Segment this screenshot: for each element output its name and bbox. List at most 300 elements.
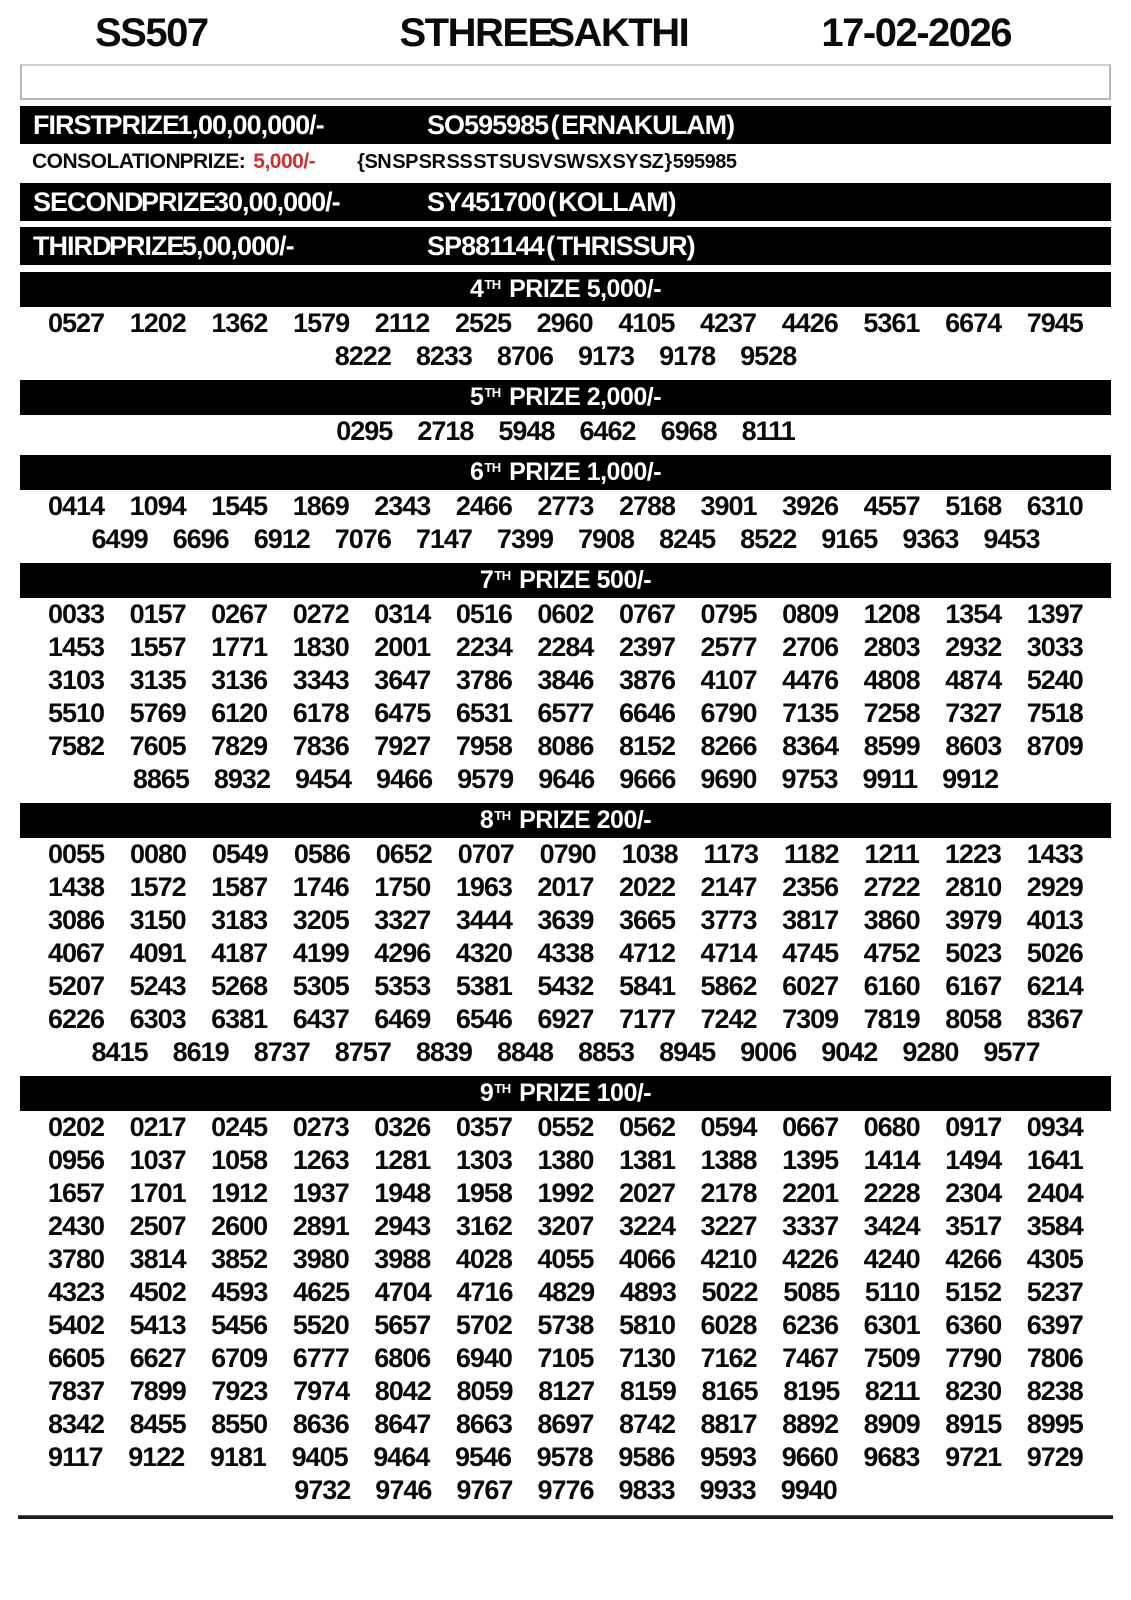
prize-section-6th-prize: [0, 455, 1131, 556]
ticket-number: 1381: [618, 1145, 676, 1175]
ticket-number: 0652: [375, 839, 432, 869]
ticket-number: 4066: [618, 1244, 676, 1274]
ticket-number: 6214: [1026, 971, 1083, 1001]
ticket-number: 8995: [1026, 1409, 1083, 1439]
bottom-divider: [18, 1515, 1113, 1519]
number-row: [20, 1144, 1111, 1177]
ticket-number: 7958: [455, 731, 512, 761]
ticket-number: 3639: [537, 905, 594, 935]
ticket-number: 1433: [1026, 839, 1083, 869]
ticket-number: 3817: [782, 905, 839, 935]
ticket-number: 5152: [945, 1277, 1002, 1307]
ticket-number: 2929: [1026, 872, 1083, 902]
ticket-number: 2430: [48, 1211, 105, 1241]
ticket-number: 2228: [863, 1178, 920, 1208]
ticket-number: 5948: [498, 416, 555, 446]
ticket-number: 7130: [618, 1343, 676, 1373]
ticket-number: 6777: [292, 1343, 349, 1373]
ticket-number: 9940: [780, 1475, 837, 1505]
ticket-number: 9453: [983, 524, 1040, 554]
number-row: [20, 631, 1111, 664]
ticket-number: 1438: [48, 872, 105, 902]
ticket-number: 5268: [211, 971, 268, 1001]
ticket-number: 9833: [618, 1475, 675, 1505]
ticket-number: 2234: [455, 632, 512, 662]
ticket-number: 9660: [781, 1442, 838, 1472]
ticket-number: 8367: [1026, 1004, 1083, 1034]
first-prize-bar: [20, 106, 1111, 144]
ticket-number: 9577: [983, 1037, 1040, 1067]
ticket-number: 6605: [48, 1343, 105, 1373]
third-prize-label: THIRD PRIZE 5,00,000/-: [33, 230, 294, 261]
ticket-number: 2178: [700, 1178, 757, 1208]
draw-code: SS507: [95, 11, 208, 55]
empty-input-box[interactable]: [20, 64, 1111, 100]
ticket-number: 7518: [1026, 698, 1083, 728]
number-row: [20, 415, 1111, 448]
ticket-number: 0217: [129, 1112, 186, 1142]
ticket-number: 1771: [211, 632, 268, 662]
ticket-number: 8266: [700, 731, 757, 761]
ticket-number: 5810: [618, 1310, 676, 1340]
ticket-number: 6806: [374, 1343, 431, 1373]
third-prize-winner: SP881144 ( THRISSUR): [427, 230, 695, 261]
ticket-number: 0157: [129, 599, 186, 629]
ticket-number: 8848: [496, 1037, 553, 1067]
ticket-number: 9683: [863, 1442, 920, 1472]
ticket-number: 2404: [1026, 1178, 1083, 1208]
second-prize-winner: SY451700 ( KOLLAM): [427, 186, 676, 217]
number-row: [20, 1036, 1111, 1069]
ticket-number: 2891: [292, 1211, 349, 1241]
ticket-number: 2706: [782, 632, 839, 662]
ticket-number: 4199: [292, 938, 349, 968]
ticket-number: 7829: [211, 731, 268, 761]
ticket-number: 8909: [863, 1409, 920, 1439]
ticket-number: 5702: [455, 1310, 512, 1340]
ticket-number: 9117: [48, 1442, 103, 1472]
ticket-number: 1545: [211, 491, 268, 521]
prize-section-5th-prize: [0, 380, 1131, 448]
number-row: [20, 904, 1111, 937]
ticket-number: 8042: [374, 1376, 431, 1406]
number-row: [20, 1408, 1111, 1441]
ticket-number: 3846: [537, 665, 594, 695]
ticket-number: 3337: [782, 1211, 839, 1241]
ticket-number: 1058: [211, 1145, 268, 1175]
ticket-number: 9767: [456, 1475, 513, 1505]
ticket-number: 6912: [253, 524, 310, 554]
ticket-number: 1657: [48, 1178, 105, 1208]
ticket-number: 8647: [374, 1409, 431, 1439]
ticket-number: 9912: [942, 764, 999, 794]
ticket-number: 3033: [1026, 632, 1083, 662]
ticket-number: 5381: [455, 971, 512, 1001]
ticket-number: 0414: [48, 491, 105, 521]
ticket-number: 8086: [537, 731, 594, 761]
ticket-number: 2577: [700, 632, 757, 662]
ticket-number: 8238: [1026, 1376, 1083, 1406]
ticket-number: 8211: [864, 1376, 920, 1406]
ticket-number: 9173: [578, 341, 635, 371]
ticket-number: 7582: [48, 731, 105, 761]
section-header-5th-prize: 5 $^{TH}$ PRIZE 2,000/-: [20, 380, 1111, 415]
ticket-number: 8364: [782, 731, 839, 761]
ticket-number: 0033: [48, 599, 105, 629]
ticket-number: 1202: [129, 308, 186, 338]
lottery-name: STHREE SAKTHI: [399, 11, 689, 55]
ticket-number: 6437: [292, 1004, 349, 1034]
ticket-number: 4296: [374, 938, 431, 968]
number-row: [20, 1309, 1111, 1342]
ticket-number: 2600: [211, 1211, 268, 1241]
ticket-number: 8742: [618, 1409, 676, 1439]
ticket-number: 0273: [292, 1112, 349, 1142]
ticket-number: 3183: [211, 905, 268, 935]
ticket-number: 8195: [783, 1376, 840, 1406]
ticket-number: 3136: [211, 665, 268, 695]
ticket-number: 2112: [374, 308, 430, 338]
ticket-number: 0667: [782, 1112, 839, 1142]
ticket-number: 3814: [129, 1244, 186, 1274]
number-row: [20, 1342, 1111, 1375]
ticket-number: 5402: [48, 1310, 105, 1340]
ticket-number: 4704: [374, 1277, 431, 1307]
ticket-number: 3901: [700, 491, 757, 521]
ticket-number: 4055: [537, 1244, 594, 1274]
number-row: [20, 1474, 1111, 1507]
ticket-number: 0080: [129, 839, 187, 869]
ticket-number: 6577: [537, 698, 594, 728]
ticket-number: 5841: [618, 971, 676, 1001]
ticket-number: 0357: [455, 1112, 512, 1142]
ticket-number: 3227: [700, 1211, 757, 1241]
second-prize-label: SECOND PRIZE 30,00,000/-: [33, 186, 340, 217]
ticket-number: 6301: [863, 1310, 920, 1340]
ticket-number: 0809: [782, 599, 839, 629]
ticket-number: 1750: [374, 872, 431, 902]
ticket-number: 3852: [211, 1244, 268, 1274]
ticket-number: 0956: [48, 1145, 105, 1175]
ticket-number: 4013: [1026, 905, 1083, 935]
ticket-number: 2803: [863, 632, 920, 662]
ticket-number: 2001: [374, 632, 431, 662]
ticket-number: 1587: [211, 872, 268, 902]
ticket-number: 8455: [129, 1409, 186, 1439]
ticket-number: 3205: [292, 905, 349, 935]
ticket-number: 8853: [578, 1037, 635, 1067]
ticket-number: 9466: [376, 764, 433, 794]
ticket-number: 5353: [374, 971, 431, 1001]
ticket-number: 8892: [782, 1409, 839, 1439]
ticket-number: 4067: [48, 938, 105, 968]
ticket-number: 6627: [129, 1343, 186, 1373]
ticket-number: 0245: [211, 1112, 268, 1142]
ticket-number: 1912: [211, 1178, 268, 1208]
ticket-number: 3162: [455, 1211, 512, 1241]
number-row: [20, 1210, 1111, 1243]
ticket-number: 3665: [618, 905, 676, 935]
ticket-number: 8415: [91, 1037, 148, 1067]
ticket-number: 7899: [129, 1376, 186, 1406]
ticket-number: 6709: [211, 1343, 268, 1373]
ticket-number: 2507: [129, 1211, 186, 1241]
ticket-number: 6475: [374, 698, 431, 728]
ticket-number: 9646: [538, 764, 595, 794]
ticket-number: 7927: [374, 731, 431, 761]
ticket-number: 9593: [700, 1442, 757, 1472]
prize-section-8th-prize: [0, 803, 1131, 1069]
ticket-number: 9666: [619, 764, 676, 794]
ticket-number: 4893: [619, 1277, 676, 1307]
ticket-number: 2027: [618, 1178, 676, 1208]
ticket-number: 4426: [781, 308, 838, 338]
ticket-number: 1281: [374, 1145, 431, 1175]
ticket-number: 9546: [454, 1442, 512, 1472]
ticket-number: 4752: [863, 938, 920, 968]
ticket-number: 8915: [945, 1409, 1002, 1439]
ticket-number: 9578: [536, 1442, 593, 1472]
ticket-number: 8619: [172, 1037, 229, 1067]
ticket-number: 1641: [1026, 1145, 1083, 1175]
ticket-number: 9454: [294, 764, 352, 794]
ticket-number: 8059: [456, 1376, 513, 1406]
ticket-number: 1557: [129, 632, 186, 662]
ticket-number: 6360: [945, 1310, 1002, 1340]
ticket-number: 9528: [740, 341, 797, 371]
number-row: [20, 490, 1111, 523]
ticket-number: 4305: [1026, 1244, 1083, 1274]
ticket-number: 7242: [700, 1004, 757, 1034]
number-row: [20, 598, 1111, 631]
ticket-number: 3979: [945, 905, 1002, 935]
ticket-number: 1937: [292, 1178, 349, 1208]
consolation-series: {SN SP SR SS ST SU SV SW SX SY SZ } 595985: [357, 150, 737, 173]
ticket-number: 7147: [415, 524, 472, 554]
ticket-number: 2304: [945, 1178, 1002, 1208]
number-row: [20, 664, 1111, 697]
ticket-number: 6397: [1026, 1310, 1083, 1340]
prize-sections: [0, 272, 1131, 1507]
number-row: [20, 340, 1111, 373]
ticket-number: 2788: [618, 491, 676, 521]
ticket-number: 1037: [129, 1145, 186, 1175]
ticket-number: 8697: [537, 1409, 594, 1439]
prize-section-9th-prize: [0, 1076, 1131, 1507]
ticket-number: 9586: [618, 1442, 675, 1472]
ticket-number: 7819: [863, 1004, 920, 1034]
ticket-number: 5862: [700, 971, 757, 1001]
ticket-number: 7605: [129, 731, 186, 761]
ticket-number: 8152: [618, 731, 676, 761]
ticket-number: 7177: [618, 1004, 676, 1034]
ticket-number: 1303: [455, 1145, 512, 1175]
ticket-number: 9464: [373, 1442, 430, 1472]
ticket-number: 7790: [945, 1343, 1002, 1373]
ticket-number: 5085: [783, 1277, 840, 1307]
ticket-number: 8757: [334, 1037, 391, 1067]
ticket-number: 1182: [783, 839, 839, 869]
ticket-number: 1173: [703, 839, 759, 869]
ticket-number: 7399: [496, 524, 553, 554]
ticket-number: 5432: [537, 971, 594, 1001]
ticket-number: 2466: [455, 491, 512, 521]
ticket-number: 8599: [863, 731, 920, 761]
third-prize-bar: [20, 227, 1111, 265]
ticket-number: 4107: [700, 665, 757, 695]
ticket-number: 0314: [374, 599, 431, 629]
ticket-number: 3207: [537, 1211, 594, 1241]
ticket-number: 1869: [292, 491, 349, 521]
prize-section-4th-prize: [0, 272, 1131, 373]
ticket-number: 0267: [211, 599, 268, 629]
ticket-number: 4829: [538, 1277, 595, 1307]
ticket-number: 7908: [578, 524, 635, 554]
consolation-row: [20, 147, 1111, 177]
ticket-number: 6646: [618, 698, 676, 728]
consolation-amount: 5,000/-: [253, 150, 316, 173]
ticket-number: 9280: [902, 1037, 959, 1067]
ticket-number: 7258: [863, 698, 920, 728]
number-row: [20, 1441, 1111, 1474]
ticket-number: 0326: [374, 1112, 431, 1142]
number-row: [20, 307, 1111, 340]
ticket-number: 4226: [782, 1244, 839, 1274]
ticket-number: 1094: [129, 491, 186, 521]
ticket-number: 4476: [782, 665, 839, 695]
ticket-number: 3135: [129, 665, 186, 695]
ticket-number: 2773: [537, 491, 594, 521]
ticket-number: 3876: [618, 665, 676, 695]
ticket-number: 2284: [537, 632, 594, 662]
ticket-number: 4625: [293, 1277, 350, 1307]
ticket-number: 8522: [740, 524, 797, 554]
ticket-number: 8817: [700, 1409, 757, 1439]
ticket-number: 6310: [1026, 491, 1083, 521]
ticket-number: 8709: [1026, 731, 1083, 761]
section-header-9th-prize: 9 $^{TH}$ PRIZE 100/-: [20, 1076, 1111, 1111]
ticket-number: 6696: [172, 524, 229, 554]
ticket-number: 3786: [455, 665, 512, 695]
ticket-number: 6968: [660, 416, 717, 446]
ticket-number: 1211: [864, 839, 919, 869]
section-header-4th-prize: 4 $^{TH}$ PRIZE 5,000/-: [20, 272, 1111, 307]
ticket-number: 6927: [537, 1004, 594, 1034]
ticket-number: 6178: [292, 698, 349, 728]
ticket-number: 5237: [1026, 1277, 1083, 1307]
ticket-number: 0602: [537, 599, 594, 629]
ticket-number: 8945: [659, 1037, 716, 1067]
ticket-number: 9178: [659, 341, 716, 371]
ticket-number: 9006: [740, 1037, 797, 1067]
section-header-8th-prize: 8 $^{TH}$ PRIZE 200/-: [20, 803, 1111, 838]
ticket-number: 3327: [374, 905, 431, 935]
ticket-number: 7327: [945, 698, 1002, 728]
ticket-number: 2722: [863, 872, 920, 902]
ticket-number: 1963: [455, 872, 512, 902]
ticket-number: 5413: [129, 1310, 186, 1340]
ticket-number: 9042: [821, 1037, 878, 1067]
ticket-number: 1992: [537, 1178, 594, 1208]
ticket-number: 5738: [537, 1310, 594, 1340]
ticket-number: 0790: [539, 839, 596, 869]
ticket-number: 3517: [945, 1211, 1002, 1241]
ticket-number: 9776: [537, 1475, 594, 1505]
ticket-number: 3103: [48, 665, 105, 695]
second-prize-bar: [20, 183, 1111, 221]
ticket-number: 4187: [211, 938, 268, 968]
ticket-number: 1494: [945, 1145, 1002, 1175]
ticket-number: 7945: [1026, 308, 1083, 338]
ticket-number: 2932: [945, 632, 1002, 662]
ticket-number: 7309: [782, 1004, 839, 1034]
ticket-number: 8222: [334, 341, 391, 371]
ticket-number: 0586: [293, 839, 350, 869]
ticket-number: 9732: [294, 1475, 351, 1505]
ticket-number: 9405: [291, 1442, 348, 1472]
ticket-number: 6160: [863, 971, 920, 1001]
ticket-number: 1038: [621, 839, 678, 869]
ticket-number: 8663: [455, 1409, 512, 1439]
number-row: [20, 523, 1111, 556]
number-row: [20, 1375, 1111, 1408]
ticket-number: 8550: [211, 1409, 268, 1439]
ticket-number: 6790: [700, 698, 757, 728]
ticket-number: 4237: [700, 308, 757, 338]
ticket-number: 2343: [374, 491, 431, 521]
ticket-number: 8737: [253, 1037, 310, 1067]
ticket-number: 3926: [782, 491, 839, 521]
ticket-number: 8230: [945, 1376, 1002, 1406]
ticket-number: 0795: [700, 599, 757, 629]
ticket-number: 1414: [863, 1145, 920, 1175]
ticket-number: 1701: [129, 1178, 186, 1208]
ticket-number: 6167: [945, 971, 1002, 1001]
ticket-number: 2810: [945, 872, 1002, 902]
ticket-number: 3444: [455, 905, 512, 935]
ticket-number: 8245: [659, 524, 716, 554]
ticket-number: 3424: [863, 1211, 920, 1241]
ticket-number: 8233: [415, 341, 472, 371]
ticket-number: 4338: [537, 938, 594, 968]
ticket-number: 5023: [945, 938, 1002, 968]
ticket-number: 5110: [864, 1277, 920, 1307]
ticket-number: 1579: [293, 308, 350, 338]
ticket-number: 9690: [700, 764, 757, 794]
ticket-number: 4323: [48, 1277, 105, 1307]
ticket-number: 5456: [211, 1310, 268, 1340]
ticket-number: 5243: [129, 971, 186, 1001]
ticket-number: 2943: [374, 1211, 431, 1241]
number-row: [20, 1111, 1111, 1144]
ticket-number: 9181: [209, 1442, 266, 1472]
consolation-label: CONSOLATION PRIZE:: [32, 150, 246, 173]
ticket-number: 9721: [945, 1442, 1002, 1472]
ticket-number: 8706: [496, 341, 553, 371]
number-row: [20, 871, 1111, 904]
ticket-number: 4714: [700, 938, 757, 968]
ticket-number: 1746: [292, 872, 349, 902]
number-row: [20, 763, 1111, 796]
ticket-number: 1572: [129, 872, 186, 902]
ticket-number: 4712: [618, 938, 676, 968]
ticket-number: 8603: [945, 731, 1002, 761]
ticket-number: 1380: [537, 1145, 594, 1175]
ticket-number: 8127: [538, 1376, 595, 1406]
ticket-number: 5520: [292, 1310, 349, 1340]
ticket-number: 2960: [536, 308, 593, 338]
ticket-number: 7806: [1026, 1343, 1083, 1373]
